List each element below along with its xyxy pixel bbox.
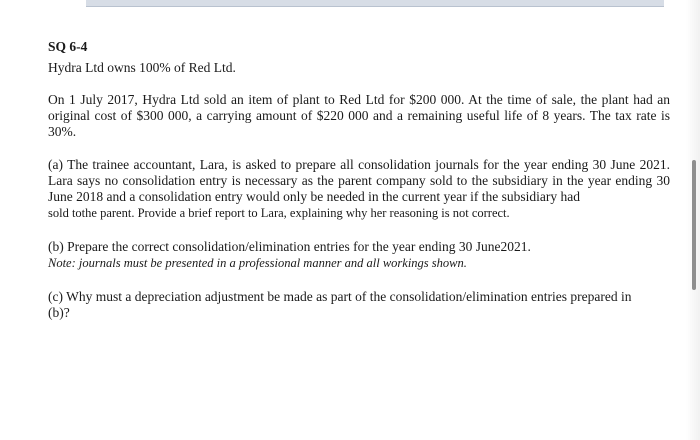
question-title: SQ 6-4 <box>48 39 88 54</box>
ownership-statement: Hydra Ltd owns 100% of Red Ltd. <box>48 60 236 75</box>
question-document <box>48 38 670 321</box>
part-b-text: (b) Prepare the correct consolidation/elimination entries for the year ending 30 June2021. <box>48 239 531 254</box>
part-a <box>48 157 670 221</box>
part-a-instruction: sold tothe parent. Provide a brief report to Lara, explaining why her reasoning is not correct. <box>48 206 510 220</box>
part-b <box>48 239 670 271</box>
part-c-text: (c) Why must a depreciation adjustment be made as part of the consolidation/elimination entries prepared in (b)? <box>48 289 632 320</box>
part-a-text: (a) The trainee accountant, Lara, is asked to prepare all consolidation journals for the year ending 30 June 2021. Lara says no consolidation entry is necessary as the parent company sold to the subsidiary in the year ending 30 June 2018 and a consolidation entry would only be needed in the current year if the subsidiary had <box>48 157 670 204</box>
top-divider <box>86 0 664 7</box>
vertical-scrollbar[interactable] <box>692 160 696 290</box>
part-b-note: Note: journals must be presented in a professional manner and all workings shown. <box>48 256 467 270</box>
scenario-paragraph: On 1 July 2017, Hydra Ltd sold an item of plant to Red Ltd for $200 000. At the time of sale, the plant had an original cost of $300 000, a carrying amount of $220 000 and a remaining useful life of 8 years. The tax rate is 30%. <box>48 92 670 139</box>
